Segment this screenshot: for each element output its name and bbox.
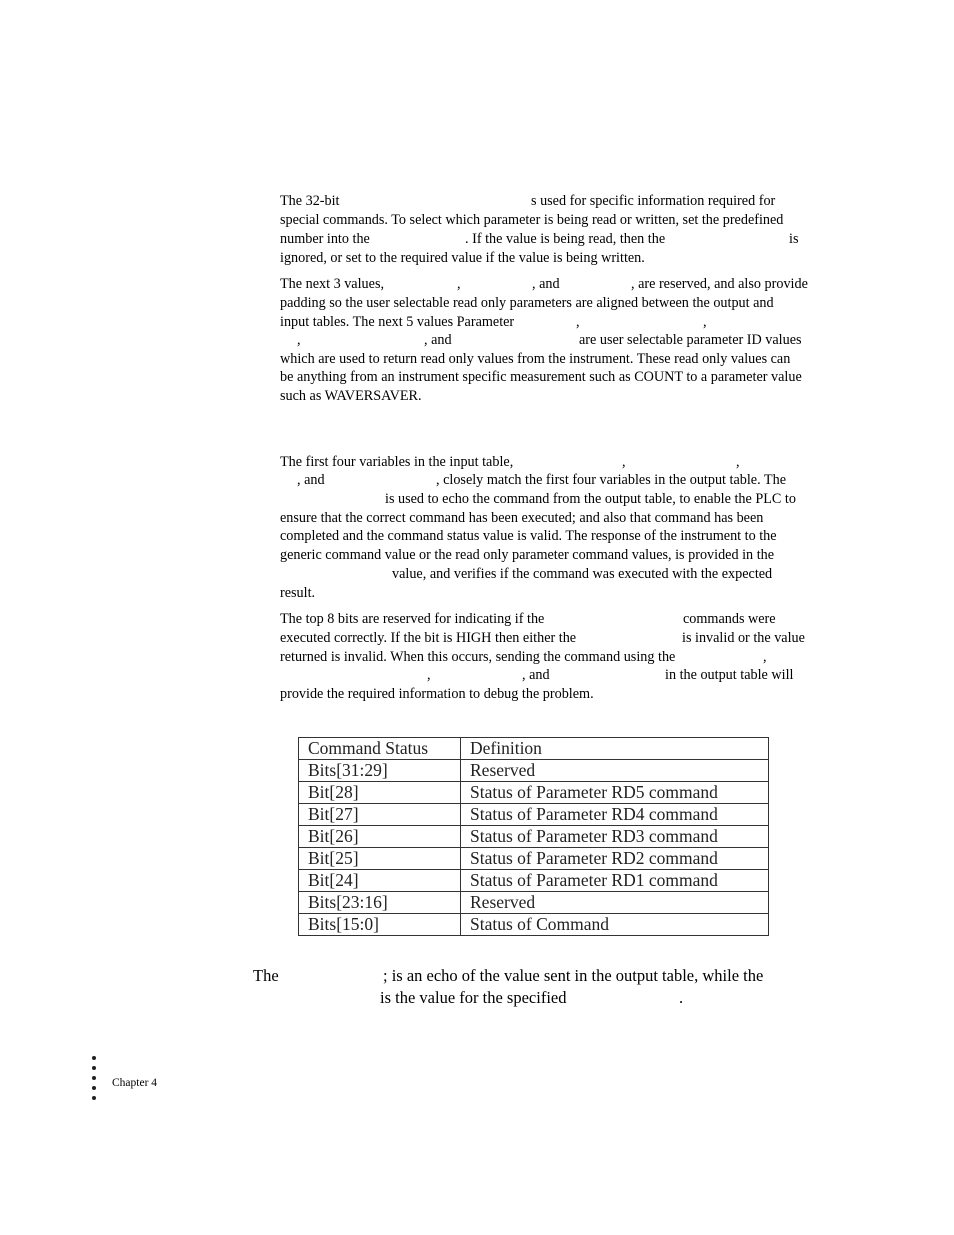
table-cell: Reserved	[461, 760, 769, 782]
table-header-row	[299, 738, 769, 760]
table-row	[299, 760, 769, 782]
table-row	[299, 826, 769, 848]
table-cell: Status of Parameter RD5 command	[461, 782, 769, 804]
table-cell: Status of Command	[461, 914, 769, 936]
command-status-table	[298, 737, 769, 936]
table-cell: Bit[28]	[299, 782, 461, 804]
table-row	[299, 804, 769, 826]
table-row	[299, 848, 769, 870]
margin-dots	[92, 1056, 98, 1106]
table-cell: Bit[25]	[299, 848, 461, 870]
table-row	[299, 892, 769, 914]
table-cell: Bit[26]	[299, 826, 461, 848]
table-cell: Bits[15:0]	[299, 914, 461, 936]
table-cell: Status of Parameter RD1 command	[461, 870, 769, 892]
table-row	[299, 914, 769, 936]
column-header: Definition	[461, 738, 769, 760]
table-row	[299, 870, 769, 892]
table-cell: Bits[23:16]	[299, 892, 461, 914]
table-cell: Bit[24]	[299, 870, 461, 892]
table-cell: Bits[31:29]	[299, 760, 461, 782]
column-header: Command Status	[299, 738, 461, 760]
table-cell: Status of Parameter RD2 command	[461, 848, 769, 870]
table-cell: Bit[27]	[299, 804, 461, 826]
table-cell: Status of Parameter RD4 command	[461, 804, 769, 826]
table-row	[299, 782, 769, 804]
table-cell: Reserved	[461, 892, 769, 914]
table-cell: Status of Parameter RD3 command	[461, 826, 769, 848]
footer-chapter: Chapter 4	[112, 1077, 158, 1089]
